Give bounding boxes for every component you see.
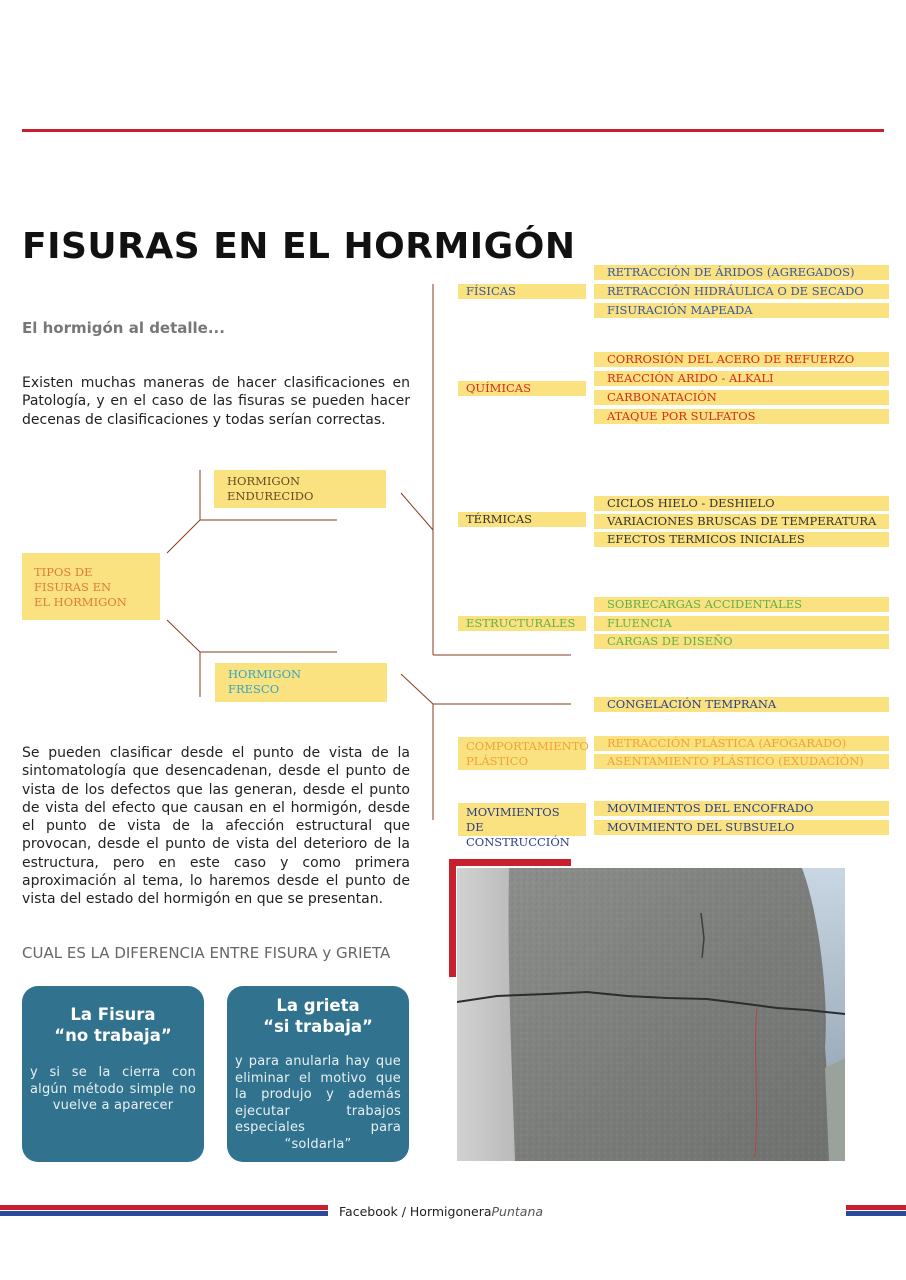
root-line-1: TIPOS DE bbox=[34, 565, 93, 579]
item-sulfatos: ATAQUE POR SULFATOS bbox=[594, 409, 889, 424]
intro-paragraph: Existen muchas maneras de hacer clasificaciones en Patología, y en el caso de las fisuras se pueden hacer decenas de clasificaciones y todas serían correctas. bbox=[22, 375, 410, 428]
fisura-card-title-2: “no trabaja” bbox=[54, 1026, 172, 1045]
hormigon-endurecido-box bbox=[214, 470, 386, 508]
category-fisicas: FÍSICAS bbox=[458, 284, 586, 299]
item-movimiento-subsuelo: MOVIMIENTO DEL SUBSUELO bbox=[594, 820, 889, 835]
footer-bar-blue-left bbox=[0, 1211, 328, 1216]
item-retraccion-aridos: RETRACCIÓN DE ÁRIDOS (AGREGADOS) bbox=[594, 265, 889, 280]
item-cargas-diseno: CARGAS DE DISEÑO bbox=[594, 634, 889, 649]
footer-brand: Puntana bbox=[491, 1204, 544, 1219]
plastico-line-1: COMPORTAMIENTO bbox=[466, 739, 589, 753]
category-movimientos-construccion bbox=[458, 803, 586, 849]
concrete-crack-photo bbox=[457, 868, 845, 1161]
category-quimicas: QUÍMICAS bbox=[458, 381, 586, 396]
item-efectos-termicos: EFECTOS TERMICOS INICIALES bbox=[594, 532, 889, 547]
fisura-card bbox=[22, 986, 204, 1162]
page-subtitle: El hormigón al detalle... bbox=[22, 319, 225, 337]
grieta-card-title-1: La grieta bbox=[276, 996, 360, 1015]
fisura-card-text: y si se la cierra con algún método simple no vuelve a aparecer bbox=[30, 1065, 196, 1113]
item-carbonatacion: CARBONATACIÓN bbox=[594, 390, 889, 405]
item-fisuracion-mapeada: FISURACIÓN MAPEADA bbox=[594, 303, 889, 318]
plastico-line-2: PLÁSTICO bbox=[466, 754, 528, 768]
root-line-3: EL HORMIGON bbox=[34, 595, 127, 609]
endurecido-line-2: ENDURECIDO bbox=[227, 489, 314, 503]
construccion-line-1: MOVIMIENTOS DE bbox=[466, 805, 560, 834]
diagram-root-box bbox=[22, 553, 160, 620]
fresco-line-2: FRESCO bbox=[228, 682, 280, 696]
footer-prefix: Facebook / Hormigonera bbox=[339, 1204, 492, 1219]
item-corrosion: CORROSIÓN DEL ACERO DE REFUERZO bbox=[594, 352, 889, 367]
grieta-card bbox=[227, 986, 409, 1162]
body-paragraph: Se pueden clasificar desde el punto de vista de la sintomatología que desencadenan, desde el punto de vista de los defectos que las generan, desde el punto de vista del efecto que causan en el hormigón, desde el punto de vista de la afección estructural que provocan, desde el punto de vista del deterioro de la estructura, pero en este caso y como primera aproximación al tema, lo haremos desde el punto de vista del estado del hormigón en que se presentan. bbox=[22, 745, 410, 908]
question-heading: CUAL ES LA DIFERENCIA ENTRE FISURA y GRIETA bbox=[22, 944, 391, 962]
category-estructurales: ESTRUCTURALES bbox=[458, 616, 586, 631]
item-reaccion-arido: REACCIÓN ARIDO - ALKALI bbox=[594, 371, 889, 386]
category-termicas: TÉRMICAS bbox=[458, 512, 586, 527]
fisura-card-title-1: La Fisura bbox=[70, 1005, 156, 1024]
item-movimientos-encofrado: MOVIMIENTOS DEL ENCOFRADO bbox=[594, 801, 889, 816]
item-variaciones-temperatura: VARIACIONES BRUSCAS DE TEMPERATURA bbox=[594, 514, 889, 529]
photo-icon bbox=[457, 868, 845, 1161]
footer-bar-red-right bbox=[846, 1205, 906, 1210]
item-retraccion-plastica: RETRACCIÓN PLÁSTICA (AFOGARADO) bbox=[594, 736, 889, 751]
grieta-card-title-2: “si trabaja” bbox=[263, 1017, 373, 1036]
page-title: FISURAS EN EL HORMIGÓN bbox=[22, 226, 576, 267]
item-sobrecargas: SOBRECARGAS ACCIDENTALES bbox=[594, 597, 889, 612]
fresco-line-1: HORMIGON bbox=[228, 667, 302, 681]
endurecido-line-1: HORMIGON bbox=[227, 474, 301, 488]
item-asentamiento-plastico: ASENTAMIENTO PLÁSTICO (EXUDACIÓN) bbox=[594, 754, 889, 769]
footer-bar-red-left bbox=[0, 1205, 328, 1210]
item-congelacion-temprana: CONGELACIÓN TEMPRANA bbox=[594, 697, 889, 712]
item-fluencia: FLUENCIA bbox=[594, 616, 889, 631]
construccion-line-2: CONSTRUCCIÓN bbox=[466, 835, 570, 849]
grieta-card-text: y para anularla hay que eliminar el motivo que la produjo y además ejecutar trabajos especiales para “soldarla” bbox=[235, 1054, 401, 1152]
footer-social-link[interactable] bbox=[339, 1204, 543, 1219]
hormigon-fresco-box bbox=[215, 663, 387, 702]
footer-bar-blue-right bbox=[846, 1211, 906, 1216]
item-retraccion-hidraulica: RETRACCIÓN HIDRÁULICA O DE SECADO bbox=[594, 284, 889, 299]
item-hielo-deshielo: CICLOS HIELO - DESHIELO bbox=[594, 496, 889, 511]
root-line-2: FISURAS EN bbox=[34, 580, 112, 594]
category-comportamiento-plastico bbox=[458, 737, 589, 770]
